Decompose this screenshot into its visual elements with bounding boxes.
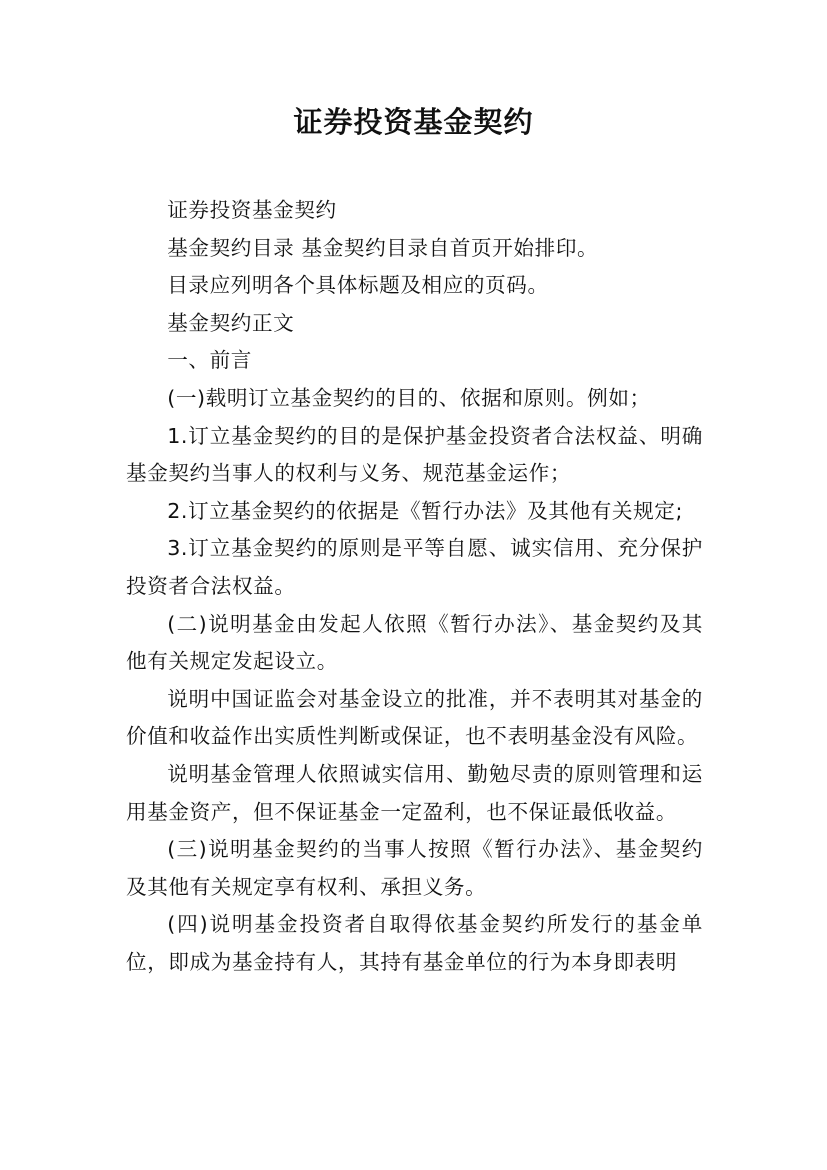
paragraph: 基金契约正文	[167, 310, 295, 335]
paragraph: 目录应列明各个具体标题及相应的页码。	[167, 273, 549, 298]
paragraph: 一、前言	[167, 348, 252, 373]
paragraph: (三)说明基金契约的当事人按照《暂行办法》、基金契约及其他有关规定享有权利、承担义务。	[126, 837, 703, 899]
document-title: 证券投资基金契约	[293, 105, 534, 139]
paragraph: 说明中国证监会对基金设立的批准，并不表明其对基金的价值和收益作出实质性判断或保证，也不表明基金没有风险。	[126, 686, 703, 749]
paragraph: 3.订立基金契约的原则是平等自愿、诚实信用、充分保护投资者合法权益。	[126, 536, 703, 598]
paragraph: 说明基金管理人依照诚实信用、勤勉尽责的原则管理和运用基金资产，但不保证基金一定盈利，也不保证最低收益。	[126, 761, 703, 824]
paragraph: 2.订立基金契约的依据是《暂行办法》及其他有关规定;	[167, 498, 684, 523]
paragraph: (一)载明订立基金契约的目的、依据和原则。例如；	[167, 385, 651, 410]
paragraph: 基金契约目录 基金契约目录自首页开始排印。	[167, 235, 599, 260]
paragraph: (四)说明基金投资者自取得依基金契约所发行的基金单位，即成为基金持有人，其持有基金单位的行为本身即表明	[126, 912, 703, 974]
document-body	[126, 192, 703, 981]
paragraph: 1.订立基金契约的目的是保护基金投资者合法权益、明确基金契约当事人的权利与义务、规范基金运作；	[126, 423, 703, 486]
paragraph: 证券投资基金契约	[167, 198, 337, 222]
paragraph: (二)说明基金由发起人依照《暂行办法》、基金契约及其他有关规定发起设立。	[126, 611, 703, 674]
